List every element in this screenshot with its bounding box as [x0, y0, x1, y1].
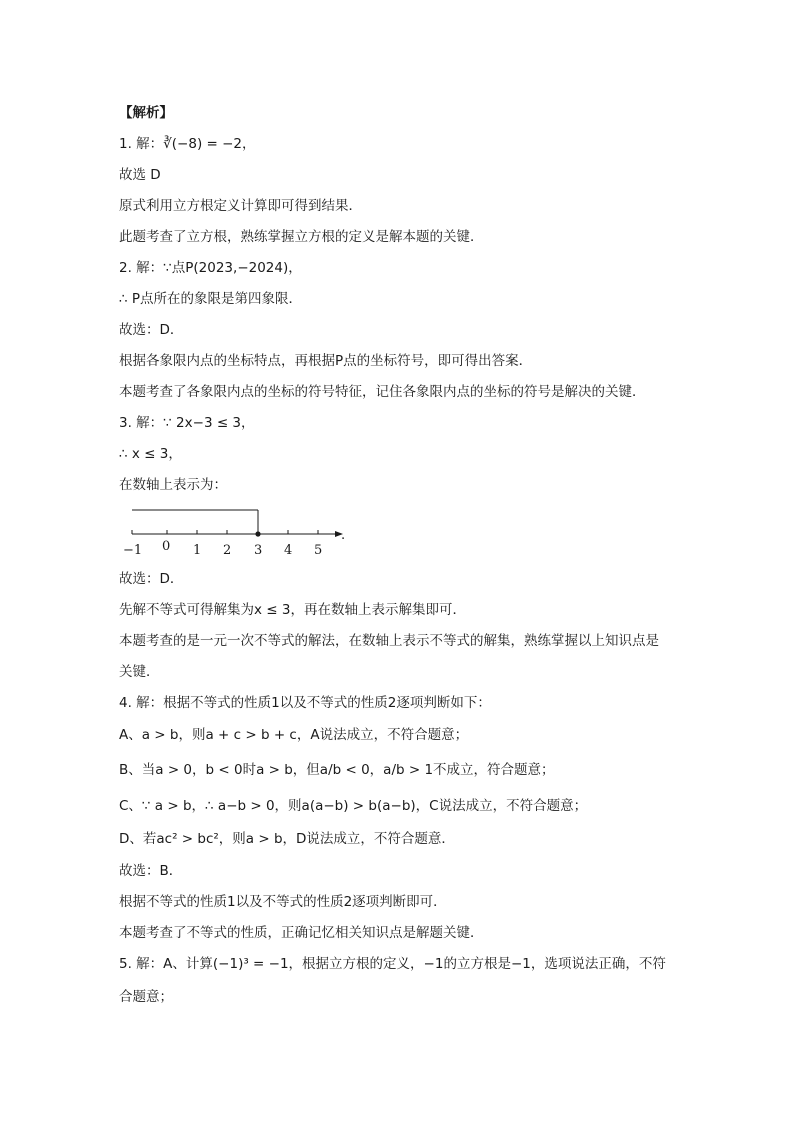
tick-label-3: 3	[254, 543, 263, 558]
q4-line-6: 故选：B．	[119, 863, 183, 879]
q4-line-3: B、当a > 0，b < 0时a > b，但a/b < 0，a/b > 1不成立，符合题意；	[119, 762, 555, 778]
q1-line-1: 1. 解：∛(−8) = −2，	[119, 136, 256, 152]
q3-line-2: ∴ x ≤ 3，	[119, 446, 182, 462]
tick-label-4: 4	[284, 543, 293, 558]
tick-label-2: 2	[223, 543, 232, 558]
q2-line-4: 根据各象限内点的坐标特点，再根据P点的坐标符号，即可得出答案．	[119, 353, 533, 369]
q4-line-1: 4. 解：根据不等式的性质1以及不等式的性质2逐项判断如下：	[119, 695, 491, 711]
q2-line-5: 本题考查了各象限内点的坐标的符号特征，记住各象限内点的坐标的符号是解决的关键．	[119, 384, 646, 400]
q2-line-2: ∴ P点所在的象限是第四象限．	[119, 291, 303, 307]
tick-label-0: 0	[162, 539, 171, 554]
q4-line-2: A、a > b，则a + c > b + c，A说法成立，不符合题意；	[119, 727, 469, 743]
q3-line-3: 在数轴上表示为：	[119, 477, 227, 493]
q1-line-4: 此题考查了立方根，熟练掌握立方根的定义是解本题的关键．	[119, 229, 484, 245]
q3-line-5: 先解不等式可得解集为x ≤ 3，再在数轴上表示解集即可．	[119, 602, 466, 618]
q4-line-4: C、∵ a > b，∴ a−b > 0，则a(a−b) > b(a−b)，C说法成立，不符合题意；	[119, 798, 588, 814]
solid-point-3	[255, 531, 260, 536]
tick-label-neg1: −1	[123, 543, 143, 558]
q3-line-1: 3. 解：∵ 2x−3 ≤ 3，	[119, 415, 255, 431]
q4-line-5: D、若ac² > bc²，则a > b，D说法成立，不符合题意．	[119, 831, 455, 847]
tick-label-5: 5	[314, 543, 323, 558]
q3-line-6: 本题考查的是一元一次不等式的解法，在数轴上表示不等式的解集，熟练掌握以上知识点是	[119, 633, 659, 649]
solution-heading: 【解析】	[119, 105, 173, 121]
number-line-figure	[119, 503, 359, 559]
q1-line-2: 故选 D	[119, 167, 161, 183]
number-line-end-mark: .	[341, 528, 346, 543]
q3-line-4: 故选：D．	[119, 571, 184, 587]
q1-line-3: 原式利用立方根定义计算即可得到结果．	[119, 198, 362, 214]
tick-label-1: 1	[193, 543, 202, 558]
q5-line-1: 5. 解：A、计算(−1)³ = −1，根据立方根的定义，−1的立方根是−1，选项说法正确，不符	[119, 956, 666, 972]
q4-line-7: 根据不等式的性质1以及不等式的性质2逐项判断即可．	[119, 894, 447, 910]
q5-line-2: 合题意；	[119, 989, 173, 1005]
q4-line-8: 本题考查了不等式的性质，正确记忆相关知识点是解题关键．	[119, 925, 484, 941]
q2-line-3: 故选：D．	[119, 322, 184, 338]
q3-line-7: 关键．	[119, 664, 160, 680]
q2-line-1: 2. 解：∵点P(2023,−2024)，	[119, 260, 302, 276]
